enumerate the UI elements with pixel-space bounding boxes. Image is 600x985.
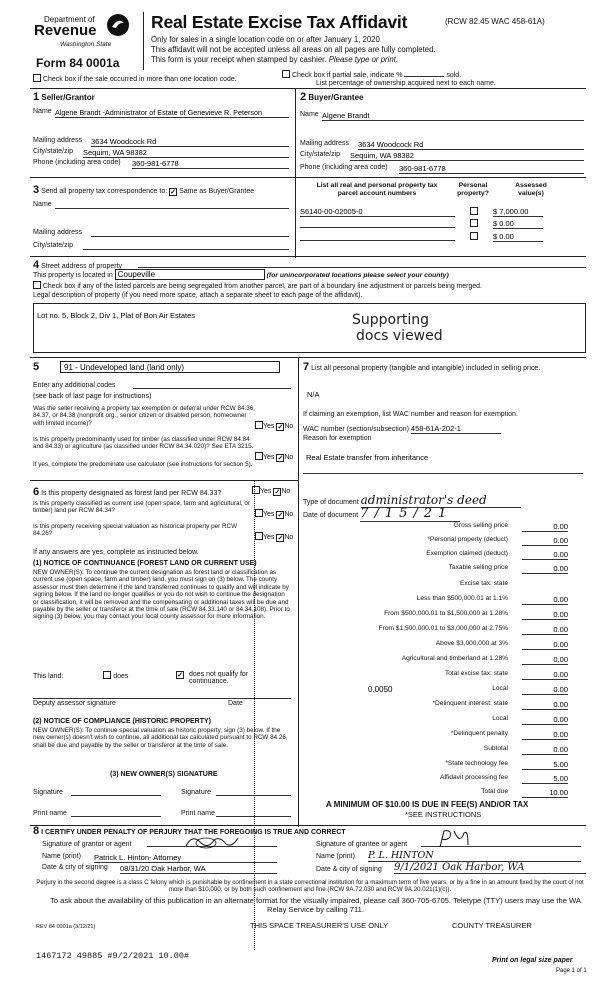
tax-value[interactable]: 0.00 [522,700,568,710]
personal-property-checkbox[interactable] [470,219,478,227]
land-use-select[interactable]: 91 - Undeveloped land (land only) [60,361,280,373]
this-land-row: This land: does [33,673,129,680]
personal-property-checkbox[interactable] [470,232,478,240]
multi-location-check[interactable]: Check box if the sale occurred in more than one location code. [33,74,237,83]
street-address-field[interactable] [138,264,586,268]
tax-value[interactable]: 5.00 [522,760,568,770]
notice2-text: NEW OWNER(S): To continue special valuation as historic property, sign (3) below. If the new owner(s) doesn't wish to continue, all additional tax calculated pursuant to RCW 84.26, shall be due and payable by the seller or transferor at the time of sale. [33,727,288,749]
multi-location-checkbox[interactable] [33,74,41,82]
q-current-answer: Yes ✓ No [255,509,293,519]
tax-value[interactable]: 0.00 [522,715,568,725]
tax-row: From $500,000.01 to $1,500,000 at 1.28% 0.00 [384,610,568,619]
seller-mailing-field[interactable]: 3634 Woodcock Rd [91,137,289,147]
section3-name-field[interactable] [55,201,289,209]
notice1-text: NEW OWNER(S): To continue the current designation as forest land or classification as current use (open space, farm and timber) land, you must sign on (3) below. The county assessor must then determine if the land transferred continues to qualify and will indicate by signing below. If the land no longer qualifies or you do not wish to continue the designation or classification, it will be removed and the compensating or additional taxes will be due and payable by the seller or transferor at the time of sale (RCW 84.33.140 or 84.34.108). Prior to signing (3) below, you may contact your local county assessor for more information. [33,569,290,621]
assessed-value-field[interactable]: $ 7,000.00 [493,207,543,217]
buyer-name-row: Name Algene Brandt [300,111,584,118]
exempt-yes-checkbox[interactable] [255,421,263,429]
treasurer-stamp: 1467172 49885 #9/2/2021 10.00# [36,951,190,961]
timber-yes-checkbox[interactable] [255,452,263,460]
tax-row: *Delinquent interest: state 0.00 [432,700,568,709]
tax-value[interactable]: 5.00 [522,774,568,784]
tax-value[interactable]: 0.00 [522,522,568,532]
current-yes-checkbox[interactable] [255,509,263,517]
land-does-not-checkbox[interactable] [176,671,184,679]
doc-type-field[interactable]: administrator's deed [361,493,521,508]
tax-row: Less than $500,000.01 at 1.1% 0.00 [416,595,568,604]
reason-field[interactable]: Real Estate transfer from inheritance [306,453,429,462]
local-rate: 0.0050 [368,685,393,694]
q-current-text: Is this property classified as current use (open space, farm and agricultural, or timber) land per RCW 84.34? [33,500,250,515]
tax-value[interactable]: 0.00 [522,685,568,695]
seller-phone-row: Phone (including area code) 360-981-6778 [33,159,289,166]
page-number: Page 1 of 1 [556,968,587,974]
buyer-city-row: City/state/zip Sequim, WA 98382 [300,151,584,158]
tax-row: *State technology fee 5.00 [445,760,568,769]
grantee-name-row: Name (print) P. L. HINTON [316,853,586,860]
revenue-wordmark: Revenue [34,22,97,39]
grantee-signature-scribble [434,827,474,851]
tax-value[interactable]: 0.00 [522,655,568,665]
buyer-heading: 2 Buyer/Grantee [300,91,364,103]
parcel-number-field[interactable]: S6140-00-02005-0 [300,207,455,217]
tax-value[interactable]: 0.00 [522,745,568,755]
legal-size-note: Print on legal size paper [492,957,573,964]
wac-number-field[interactable]: 458-61A-202-1 [411,424,501,434]
q-forest-row: 6 Is this property designated as forest land per RCW 84.33? [33,486,222,498]
q-timber-answer: Yes ✓ No [255,452,293,462]
section5-num: 5 [33,361,40,373]
header-note-1: Only for sales in a single location code on or after January 1, 2020 [151,35,380,44]
tax-row: From $1,500,000.01 to $3,000,000 at 2.75% 0.00 [378,625,568,634]
parcels-header-list: List all real and personal property tax parcel account numbers [316,182,438,197]
grantor-date-field[interactable]: 08/31/20 Oak Harbor, WA [120,864,277,874]
segregated-checkbox[interactable] [33,281,41,289]
seller-phone-field[interactable]: 360-981-6778 [132,159,289,169]
grantor-name-row: Name (print) Patrick L. Hinton- Attorney [42,853,282,860]
parcel-number-field[interactable] [300,219,455,228]
grantor-date-row: Date & city of signing 08/31/20 Oak Harbor, WA [42,864,282,871]
tax-value[interactable]: 0.00 [522,550,568,560]
form-citation: (RCW 82.45 WAC 458-61A) [445,17,545,26]
washington-state-text: Washington State [60,41,112,48]
legal-description-text: Lot no. 5, Block 2, Div 1, Plat of Bon Air Estates [37,311,195,320]
section3-mailing-row: Mailing address [33,229,289,236]
alt-format-notice: To ask about the availability of this publication in an alternate format for the visually impaired, please call 360-705-6705. Teletype (TTY) users may use the WA Relay Service by calling 711. [50,896,581,914]
certify-heading: 8 I CERTIFY UNDER PENALTY OF PERJURY THAT THE FOREGOING IS TRUE AND CORRECT [33,825,346,837]
q-timber-note: If yes, complete the predominate use calculator (see instructions for section 5). [33,461,253,468]
partial-sale-check[interactable]: Check box if partial sale, indicate % sold. [282,70,461,79]
q-exempt-text: Was the seller receiving a property tax exemption or deferral under RCW 84.36, 84.37, or 84.38 (nonprofit org., senior citizen or disabled person, homeowner with limited income)? [33,405,256,427]
doc-type-row: Type of document administrator's deed [303,493,521,508]
additional-codes-note: (see back of last page for instructions) [33,393,152,400]
buyer-name-field[interactable]: Algene Brandt [322,111,584,121]
new-owner-sig-row: Signature Signature [33,789,291,796]
wac-row: WAC number (section/subsection) 458-61A-202-1 [303,424,501,434]
seller-heading: 1 Seller/Grantor [33,91,95,103]
buyer-mailing-row: Mailing address 3634 Woodcock Rd [300,140,584,147]
q-timber-text: Is this property predominantly used for timber (as classified under RCW 84.84 and 84.33) or agriculture (as classified under RCW 84.34.020)? See ETA 3215. [33,436,254,451]
form-title: Real Estate Excise Tax Affidavit [151,12,408,32]
tax-row: Total excise tax: state 0.00 [444,670,568,679]
tax-row: *Personal property (deduct) 0.00 [427,536,568,545]
located-in-row: This property is located in Coupeville (for unincorporated locations please select your county) [33,270,449,279]
doc-date-field[interactable]: 7/15/21 [360,506,460,522]
parcels-header-personal: Personal property? [457,182,489,197]
notice2-title: (2) NOTICE OF COMPLIANCE (HISTORIC PROPERTY) [33,718,211,725]
land-does-checkbox[interactable] [103,671,111,679]
seller-mailing-row: Mailing address 3634 Woodcock Rd [33,137,289,144]
q-historical-text: Is this property receiving special valuation as historical property per RCW 84.26? [33,523,238,538]
grantor-signature-row: Signature of grantor or agent [42,841,282,848]
ownership-note: List percentage of ownership acquired next to each name. [316,80,496,87]
tax-value[interactable]: 0.00 [522,536,568,546]
tax-value[interactable]: 0.00 [522,564,568,574]
tax-row: Exemption claimed (deduct) 0.00 [426,550,568,559]
see-instructions: *SEE INSTRUCTIONS [405,810,482,819]
tax-row: Total due 10.00 [481,788,568,797]
grantee-signature-row: Signature of grantee or agent [316,841,586,848]
parcel-number-field[interactable] [300,232,455,241]
tax-value[interactable]: 0.00 [522,595,568,605]
doc-date-row: Date of document 7/15/21 [303,506,460,522]
county-treasurer: COUNTY TREASURER [452,921,532,930]
parcel-row [300,232,584,243]
if-yes-text: If any answers are yes, complete as instructed below. [33,549,199,556]
tax-row: Local 0.00 [492,715,568,724]
tax-row: Excise tax: state [459,580,508,587]
legal-description-box[interactable] [33,303,586,353]
new-owner-signature-field[interactable] [71,795,161,796]
tax-row: 0.0050 Local 0.00 [368,685,568,694]
buyer-mailing-field[interactable]: 3634 Woodcock Rd [358,140,584,150]
same-as-buyer-checkbox[interactable] [169,188,177,196]
parcel-row [300,219,584,230]
segregated-check[interactable]: Check box if any of the listed parcels are being segregated from another parcel, are part of a boundary line adjustment or parcels being merged. [33,281,482,290]
tax-value[interactable]: 0.00 [522,640,568,650]
dept-of-text: Department of [44,15,95,24]
seller-city-field[interactable]: Sequim, WA 98382 [83,148,289,158]
grantee-date-row: Date & city of signing 9/1/2021 Oak Harbor, WA [316,866,586,873]
tax-row: Above $3,000,000 at 3% 0.00 [435,640,568,649]
section3-city-field[interactable] [83,242,289,250]
buyer-city-field[interactable]: Sequim, WA 98382 [350,151,584,161]
header-note-2: This affidavit will not be accepted unless all areas on all pages are fully completed. [151,45,436,54]
tax-row: *Delinquent penalty 0.00 [450,730,568,739]
grantee-name-field[interactable]: P. L. HINTON [368,850,581,862]
seller-name-field[interactable]: Algene Brandt -Administrator of Estate of Genevieve R. Peterson [55,108,289,118]
section3-mailing-field[interactable] [91,229,289,237]
deputy-signature-row: Deputy assessor signature Date [33,698,291,707]
partial-sale-checkbox[interactable] [282,70,290,78]
rev-number: REV 84 0001a (3/12/21) [36,924,96,930]
tax-row: Agricultural and timberland at 1.28% 0.00 [401,655,568,664]
new-owner-print-field[interactable] [71,816,161,817]
seller-city-row: City/state/zip Sequim, WA 98382 [33,148,289,155]
historical-yes-checkbox[interactable] [255,532,263,540]
tax-value[interactable]: 0.00 [522,730,568,740]
tax-value[interactable]: 10.00 [522,788,568,798]
street-address-row: 4 Street address of property [33,259,586,271]
tax-row: Gross selling price 0.00 [453,522,568,531]
assessed-value-field[interactable]: $ 0.00 [493,219,543,229]
tax-value[interactable]: 0.00 [522,610,568,620]
tax-row: Taxable selling price 0.00 [448,564,568,573]
legal-description-label: Legal description of property (if you need more space, attach a separate sheet to each page of the affidavit). [33,292,363,299]
q-historical-answer: Yes ✓ No [255,532,293,542]
perjury-notice: Perjury in the second degree is a class C felony which is punishable by confinement in a state correctional institution for a maximum term of five years, or by a fine in an amount fixed by the court of not more than $10,000, or by both such confinement and fine (RCW 9A.72.030 and RCW 9A.20.021(1)(c)). [36,879,584,894]
minimum-due-notice: A MINIMUM OF $10.00 IS DUE IN FEE(S) AND/OR TAX [326,800,529,809]
grantee-date-field[interactable]: 9/1/2021 Oak Harbor, WA [394,862,586,874]
reason-line [303,473,583,474]
wa-logo-icon [106,13,130,37]
header-note-3: This form is your receipt when stamped by cashier. Please type or print. [151,55,399,64]
q-exempt-answer: Yes ✓ No [255,421,293,431]
parcel-row [300,207,584,218]
notice3-title: (3) NEW OWNER(S) SIGNATURE [110,771,218,778]
seller-name-row: Name Algene Brandt -Administrator of Estate of Genevieve R. Peterson [33,108,289,115]
q-forest-answer: Yes ✓ No [252,486,290,496]
tax-value[interactable]: 0.00 [522,625,568,635]
parcels-header-assessed: Assessed value(s) [515,182,547,197]
additional-codes-field[interactable] [133,388,291,389]
section7-heading: 7 List all personal property (tangible and intangible) included in selling price. [303,361,541,373]
grantor-signature-scribble [182,832,242,852]
exemption-claim-text: If claiming an exemption, list WAC number and reason for exemption. [303,411,518,418]
section3-name-row: Name [33,201,289,208]
form-number: Form 84 0001a [36,56,120,70]
grantor-name-field[interactable]: Patrick L. Hinton- Attorney [94,853,277,863]
notice1-title: (1) NOTICE OF CONTINUANCE (FOREST LAND OR CURRENT USE) [33,560,257,567]
buyer-phone-row: Phone (including area code) 360-981-6778 [300,164,584,171]
buyer-phone-field[interactable]: 360-981-6778 [399,164,584,174]
dor-logo [34,13,134,57]
tax-value[interactable]: 0.00 [522,670,568,680]
location-code-select[interactable]: Coupeville [115,269,265,280]
personal-property-field[interactable]: N/A [307,390,320,399]
treasurer-use: THIS SPACE TREASURER'S USE ONLY [250,921,389,930]
tax-row: Affidavit processing fee 5.00 [439,774,568,783]
new-owner-print-row: Print name Print name [33,810,291,817]
tax-row: Subtotal 0.00 [483,745,568,754]
assessed-value-field[interactable]: $ 0.00 [493,232,543,242]
section3-city-row: City/state/zip [33,242,289,249]
reason-label: Reason for exemption [303,435,372,442]
additional-codes-row: Enter any additional codes [33,382,291,389]
personal-property-checkbox[interactable] [470,207,478,215]
supporting-docs-stamp: Supporting docs viewed [352,312,443,344]
section3-heading: 3 Send all property tax correspondence to: ✓ Same as Buyer/Grantee [33,184,254,196]
